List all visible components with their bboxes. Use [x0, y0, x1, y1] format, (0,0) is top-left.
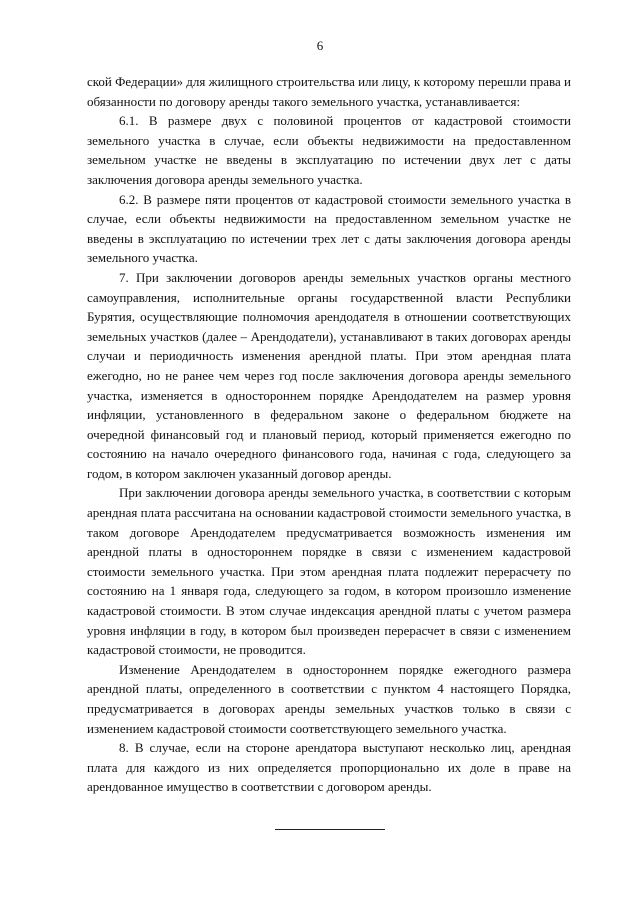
- paragraph-8: 8. В случае, если на стороне арендатора выступают несколько лиц, арендная плата для каждого из них определяется пропорционально их доле в праве на арендованное имущество в соответствии с договором аренды.: [87, 740, 571, 795]
- page-number: 6: [316, 38, 324, 53]
- end-divider: [275, 829, 385, 830]
- paragraph-6-2: 6.2. В размере пяти процентов от кадастровой стоимости земельного участка в случае, если объекты недвижимости на предоставленном земельном участке не введены в эксплуатацию по истечении трех лет с даты заключения договора аренды земельного участка.: [87, 191, 571, 266]
- paragraph-7-change: Изменение Арендодателем в одностороннем порядке ежегодного размера арендной платы, определенного в соответствии с пунктом 4 настоящего Порядка, предусматривается в договорах аренды земельных участков только в связи с изменением кадастровой стоимости соответствующего земельного участка.: [87, 661, 571, 736]
- paragraph-7: 7. При заключении договоров аренды земельных участков органы местного самоуправления, исполнительные органы государственной власти Республики Бурятия, осуществляющие полномочия арендодателя в отношении соответствующих земельных участков (далее – Арендодатели), устанавливают в таких договорах аренды случаи и периодичность изменения арендной платы. При этом арендная плата ежегодно, но не ранее чем через год после заключения договора аренды земельного участка, изменяется в одностороннем порядке Арендодателем на размер уровня инфляции, установленного в федеральном законе о федеральном бюджете на очередной финансовый год и плановый период, который применяется ежегодно по состоянию на начало очередного финансового года, начиная с года, следующего за годом, в котором заключен указанный договор аренды.: [87, 269, 571, 481]
- document-body: [87, 72, 571, 797]
- paragraph-continuation: ской Федерации» для жилищного строительства или лицу, к которому перешли права и обязанности по договору аренды такого земельного участка, устанавливается:: [87, 74, 572, 109]
- paragraph-7-cadastral: При заключении договора аренды земельного участка, в соответствии с которым арендная плата рассчитана на основании кадастровой стоимости земельного участка, в таком договоре Арендодателем предусматривается возможность изменения им арендной платы в одностороннем порядке в связи с изменением кадастровой стоимости земельного участка. При этом арендная плата подлежит перерасчету по состоянию на 1 января года, следующего за годом, в котором произошло изменение кадастровой стоимости. В этом случае индексация арендной платы с учетом размера уровня инфляции в году, в котором был произведен перерасчет в связи с изменением кадастровой стоимости, не проводится.: [87, 485, 571, 658]
- paragraph-6-1: 6.1. В размере двух с половиной процентов от кадастровой стоимости земельного участка в случае, если объекты недвижимости на предоставленном земельном участке не введены в эксплуатацию по истечении двух лет с даты заключения договора аренды земельного участка.: [87, 113, 571, 187]
